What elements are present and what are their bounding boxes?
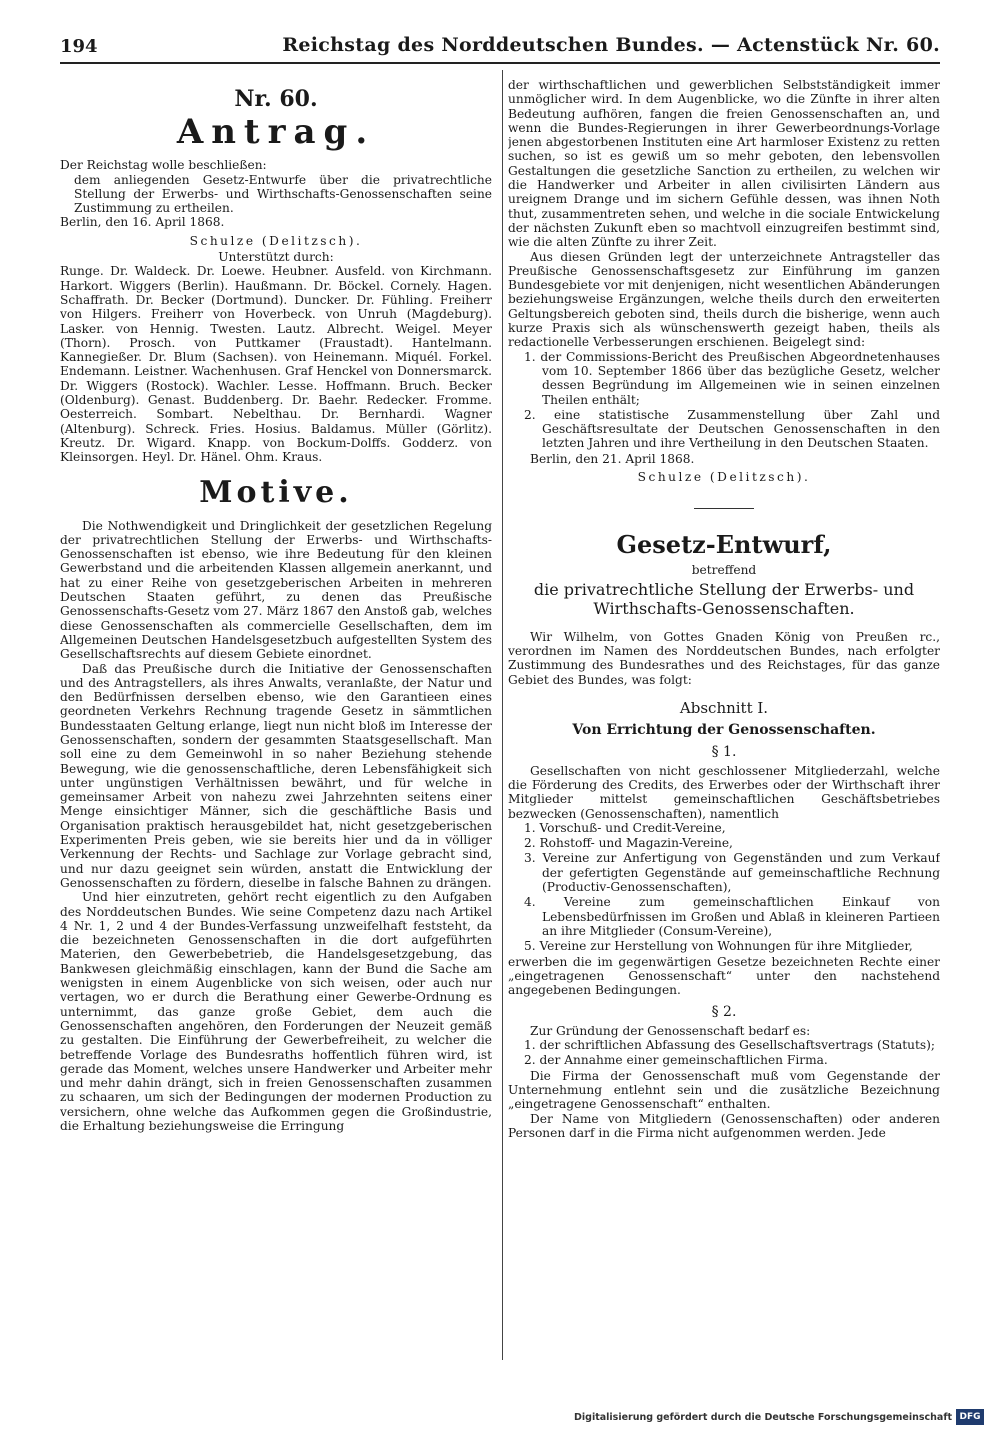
paragraph-2-sign: § 2. [711,1004,737,1021]
dfg-logo: DFG [956,1409,984,1425]
document-number: Nr. 60. [234,86,318,112]
antrag-signature: Schulze (Delitzsch). [189,233,363,248]
list-item: 1. Vorschuß- und Credit-Vereine, [524,820,726,835]
right-column [508,78,940,1368]
list-item: 4. Vereine zum gemeinschaftlichen Einkauf von Lebensbedürfnissen im Großen und Ablaß in kleineren Partieen an ihre Mitglieder (Consum-Vereine), [524,895,940,938]
left-column [60,78,492,1368]
page-header [60,34,940,64]
motive-paragraph-3: Und hier einzutreten, gehört recht eigentlich zu den Aufgaben des Norddeutschen Bundes. Wie seine Competenz dazu nach Artikel 4 Nr. 1, 2 und 4 der Bundes-Verfassung unzweifelhaft feststeht, da die bezeichneten Genossenschaften in die dort aufgeführten Materien, den Gewerbebetrieb, die Handelsgesetzgebung, das Bankwesen gleichmäßig einschlagen, kann der Bund die Sache am wenigsten in einem Augenblicke von sich weisen, oder auch nur vertagen, wo er durch die Berathung einer Gewerbe-Ordnung es unternimmt, das ganze große Gebiet, dem auch die Genossenschaften angehören, den Forderungen der Neuzeit gemäß zu gestalten. Die Einführung der Gewerbefreiheit, zu welcher die betreffende Vorlage des Bundesraths hoffentlich führen wird, ist gerade das Moment, welches unsere Handwerker und Arbeiter mehr und mehr dahin drängt, sich in freien Genossenschaften zusammen zu schaaren, um sich der Bedingungen der modernen Production zu versichern, ohne welche das Aufkommen gegen die Großindustrie, die Erhaltung beziehungsweise die Erringung [60,890,492,1133]
section-rule [694,508,754,509]
supported-by-label: Unterstützt durch: [218,250,334,265]
paragraph-2-intro: Zur Gründung der Genossenschaft bedarf es: [530,1023,811,1038]
gesetz-title: Gesetz-Entwurf, [616,530,832,560]
paragraph-1-list [508,821,940,954]
motive-paragraph-1: Die Nothwendigkeit und Dringlichkeit der gesetzlichen Regelung der privatrechtlichen Stellung der Erwerbs- und Wirthschafts-Genossenschaften ist ebenso, wie ihre Bedeutung für den kleinen Gewerbstand und die arbeitenden Klassen allgemein anerkannt, und hat zu einer Reihe von gesetzgeberischen Arbeiten in mehreren Deutschen Staaten geführt, zu denen das Preußische Genossenschafts-Gesetz vom 27. März 1867 den Anstoß gab, welches diese Genossenschaften als commercielle Gesellschaften, dem im Allgemeinen Deutschen Handelsgesetzbuch aufgestellten System des Gesellschaftsrechts auf diesem Gebiete einordnet. [60,518,492,662]
gesetz-betreffend: betreffend [691,563,757,578]
antrag-title: Antrag. [176,112,376,153]
motive-signature: Schulze (Delitzsch). [637,470,811,485]
abschnitt-heading: Abschnitt I. [679,698,769,717]
continued-paragraph: der wirthschaftlichen und gewerblichen Selbstständigkeit immer unmöglicher wird. In dem Augenblicke, wo die Zünfte in ihrer alten Bedeutung aufhören, fangen die freien Genossenschaften an, und wenn die Bundes-Regierungen in ihrer Gewerbeordnungs-Vorlage jenen abgestorbenen Instituten eine Art harmloser Existenz zu retten suchen, so ist es gewiß um so mehr geboten, den lebensvollen Gestaltungen die gesetzliche Sanction zu ertheilen, zu welchen wir die Handwerker und Arbeiter in allen civilisirten Ländern aus ureignem Drange und im sichern Gefühle dessen, was ihnen Noth thut, zusammentreten sehen, und welche in die sociale Entwickelung der nächsten Zukunft eben so machtvoll einzugreifen bestimmt sind, wie die alten Zünfte zu ihrer Zeit. [508,78,940,250]
paragraph-2-list [508,1038,940,1068]
reasons-paragraph: Aus diesen Gründen legt der unterzeichnete Antragsteller das Preußische Genossenschaftsgesetz zur Einführung im ganzen Bundesgebiete vor mit denjenigen, nicht wesentlichen Abänderungen beziehungsweise Ergänzungen, welche theils durch den erweiterten Geltungsbereich geboten sind, theils durch die bisherige, wenn auch kurze Praxis sich als wünschenswerth gezeigt haben, theils als redactionelle Verbesserungen erschienen. Beigelegt sind: [508,249,940,350]
running-title: Reichstag des Norddeutschen Bundes. — Actenstück Nr. 60. [282,34,940,56]
abschnitt-title: Von Errichtung der Genossenschaften. [572,722,876,739]
list-item: 5. Vereine zur Herstellung von Wohnungen für ihre Mitglieder, [524,939,913,954]
paragraph-2-text-2: Der Name von Mitgliedern (Genossenschaften) oder anderen Personen darf in die Firma nicht aufgenommen werden. Jede [508,1111,940,1140]
antrag-date: Berlin, den 16. April 1868. [60,215,225,230]
list-item: 2. der Annahme einer gemeinschaftlichen Firma. [524,1053,828,1068]
list-item: 3. Vereine zur Anfertigung von Gegenständen und zum Verkauf der gefertigten Gegenstände auf gemeinschaftliche Rechnung (Productiv-Genossenschaften), [524,851,940,895]
attachments-list [508,350,940,451]
list-item: 2. Rohstoff- und Magazin-Vereine, [524,836,733,851]
paragraph-2-text-1: Die Firma der Genossenschaft muß vom Gegenstande der Unternehmung entlehnt sein und die zusätzliche Bezeichnung „eingetragene Genossenschaft“ enthalten. [508,1068,940,1112]
motive-title: Motive. [199,474,353,510]
column-divider [502,70,503,1360]
paragraph-1-text: Gesellschaften von nicht geschlossener Mitgliederzahl, welche die Förderung des Credits, des Erwerbes oder der Wirthschaft ihrer Mitglieder mittelst gemeinschaftlichen Geschäftsbetriebes bezwecken (Genossenschaften), namentlich [508,763,940,821]
paragraph-1-end: erwerben die im gegenwärtigen Gesetze bezeichneten Rechte einer „eingetragenen Genossenschaft“ unter den nachstehend angegebenen Bedingungen. [508,954,940,998]
motive-date: Berlin, den 21. April 1868. [530,451,695,466]
list-item: 1. der Commissions-Bericht des Preußischen Abgeordnetenhauses vom 10. September 1866 über das bezügliche Gesetz, welcher dessen Begründung im Allgemeinen wie in seinen einzelnen Theilen enthält; [524,349,940,407]
motive-paragraph-2: Daß das Preußische durch die Initiative der Genossenschaften und des Antragstellers, als ihres Anwalts, veranlaßte, der Natur und den Bedürfnissen derselben ebenso, wie den Garantieen eines geordneten Verkehrs Rechnung tragende Gesetz in sämmtlichen Bundesstaaten Geltung erlange, liegt nun nicht bloß im Interesse der Genossenschaften, sondern der gesammten Staatsgesellschaft. Man soll eine zu dem Gemeinwohl in so naher Beziehung stehende Bewegung, wie die genossenschaftliche, deren Lebensfähigkeit sich unter ungünstigen Verhältnissen bewährt, und für welche in gemeinsamer Arbeit von nahezu zwei Jahrzehnten seitens einer Menge einsichtiger Männer, sich die geschäftliche Basis und Organisation praktisch herausgebildet hat, nicht gesetzgeberischen Experimenten Preis geben, wie sie bereits hier und da in völliger Verkennung der Rechts- und Sachlage zur Vorlage gebracht sind, und nur dazu geeignet sein würden, anstatt die Entwicklung der Genossenschaften zu fördern, dieselbe in falsche Bahnen zu drängen. [60,661,492,890]
paragraph-1-sign: § 1. [711,744,737,761]
gesetz-subtitle: die privatrechtliche Stellung der Erwerbs- und Wirthschafts-Genossenschaften. [533,579,915,618]
page-number: 194 [60,36,98,57]
digitization-credit: Digitalisierung gefördert durch die Deutsche Forschungsgemeinschaft [574,1412,952,1423]
list-item: 1. der schriftlichen Abfassung des Gesellschaftsvertrags (Statuts); [524,1038,936,1053]
list-item: 2. eine statistische Zusammenstellung über Zahl und Geschäftsresultate der Deutschen Genossenschaften in den letzten Jahren und ihre Vertheilung in den Deutschen Staaten. [524,407,940,451]
antrag-intro: Der Reichstag wolle beschließen: [60,158,267,173]
preamble: Wir Wilhelm, von Gottes Gnaden König von Preußen rc., verordnen im Namen des Norddeutschen Bundes, nach erfolgter Zustimmung des Bundesrathes und des Reichstages, für das ganze Gebiet des Bundes, was folgt: [508,629,940,687]
supporters-list: Runge. Dr. Waldeck. Dr. Loewe. Heubner. Ausfeld. von Kirchmann. Harkort. Wiggers (Berlin). Haußmann. Dr. Böckel. Cornely. Hagen. Schaffrath. Dr. Becker (Dortmund). Duncker. Dr. Fühling. Freiherr von Hilgers. Freiherr von Hoverbeck. von Unruh (Magdeburg). Lasker. von Hennig. Twesten. Lautz. Albrecht. Weigel. Meyer (Thorn). Prosch. von Puttkamer (Fraustadt). Hantelmann. Kannegießer. Dr. Blum (Sachsen). von Heinemann. Miquél. Forkel. Endemann. Leistner. Wachenhusen. Graf Henckel von Donnersmarck. Dr. Wiggers (Rostock). Wachler. Lesse. Hoffmann. Bruch. Becker (Oldenburg). Genast. Buddenberg. Dr. Baehr. Redecker. Fromme. Oesterreich. Sombart. Nebelthau. Dr. Bernhardi. Wagner (Altenburg). Schreck. Fries. Hosius. Baldamus. Müller (Görlitz). Kreutz. Dr. Wigard. Knapp. von Bockum-Dolffs. Godderz. von Kleinsorgen. Heyl. Dr. Hänel. Ohm. Kraus. [60,264,492,465]
antrag-resolution: dem anliegenden Gesetz-Entwurfe über die privatrechtliche Stellung der Erwerbs- und Wirthschafts-Genossenschaften seine Zustimmung zu ertheilen. [74,172,492,216]
